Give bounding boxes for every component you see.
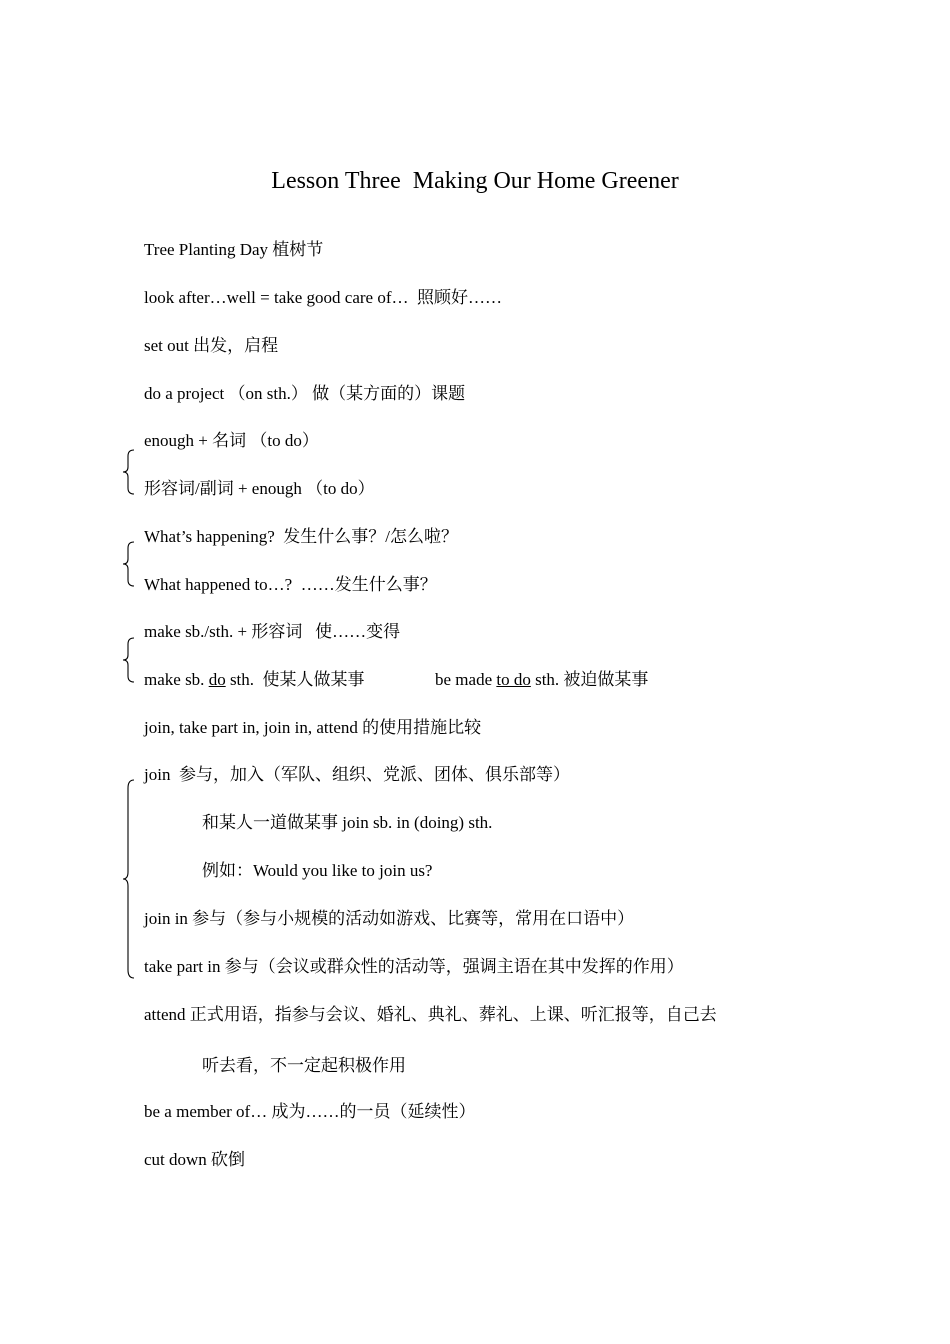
vocab-line: make sb./sth. + 形容词 使……变得 bbox=[144, 622, 401, 641]
vocab-line: 形容词/副词 + enough （to do） bbox=[144, 479, 375, 498]
brace-icon bbox=[120, 540, 140, 590]
brace-icon bbox=[120, 778, 140, 982]
vocab-line: join in 参与（参与小规模的活动如游戏、比赛等，常用在口语中） bbox=[144, 909, 635, 928]
text-segment: be made bbox=[435, 670, 497, 689]
text-segment: sth. 被迫做某事 bbox=[530, 670, 649, 689]
vocab-line bbox=[144, 669, 365, 691]
vocab-line: join, take part in, join in, attend 的使用措施比较 bbox=[144, 718, 482, 737]
text-segment: sth. 使某人做某事 bbox=[225, 670, 365, 689]
vocab-line: 和某人一道做某事 join sb. in (doing) sth. bbox=[202, 813, 493, 832]
vocab-line: look after…well = take good care of… 照顾好…… bbox=[144, 288, 502, 307]
underlined-text: do bbox=[208, 670, 226, 689]
vocab-line: Tree Planting Day 植树节 bbox=[144, 240, 324, 259]
vocab-line bbox=[435, 669, 648, 691]
page-title: Lesson Three Making Our Home Greener bbox=[271, 168, 679, 194]
vocab-line: cut down 砍倒 bbox=[144, 1150, 246, 1169]
vocab-line: What happened to…? ……发生什么事？ bbox=[144, 575, 437, 594]
text-segment: make sb. bbox=[144, 670, 209, 689]
vocab-line: 例如：Would you like to join us? bbox=[202, 861, 433, 880]
vocab-line: What’s happening? 发生什么事？/怎么啦？ bbox=[144, 527, 458, 546]
vocab-line: join 参与，加入（军队、组织、党派、团体、俱乐部等） bbox=[144, 765, 570, 784]
brace-icon bbox=[120, 636, 140, 686]
underlined-text: to do bbox=[496, 670, 531, 689]
vocab-line: enough + 名词 （to do） bbox=[144, 431, 319, 450]
brace-icon bbox=[120, 448, 140, 498]
vocab-line: 听去看，不一定起积极作用 bbox=[202, 1056, 406, 1075]
vocab-line: attend 正式用语，指参与会议、婚礼、典礼、葬礼、上课、听汇报等，自己去 bbox=[144, 1005, 717, 1024]
vocab-line: be a member of… 成为……的一员（延续性） bbox=[144, 1102, 476, 1121]
vocab-line: do a project （on sth.） 做（某方面的）课题 bbox=[144, 384, 466, 403]
vocab-line: set out 出发，启程 bbox=[144, 336, 279, 355]
vocab-line: take part in 参与（会议或群众性的活动等，强调主语在其中发挥的作用） bbox=[144, 957, 684, 976]
